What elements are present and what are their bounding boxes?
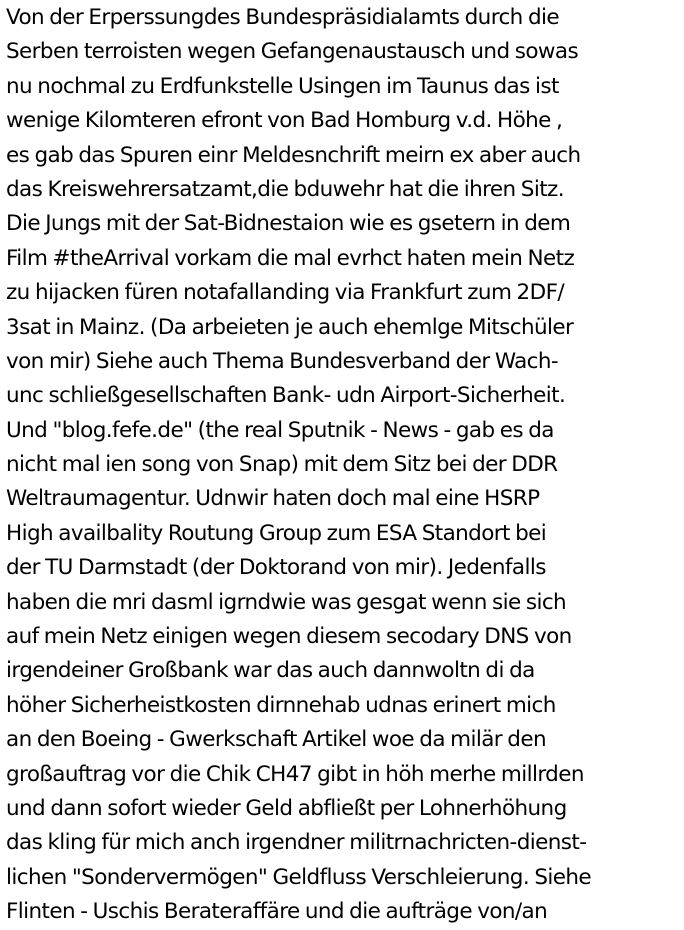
text-line: Die Jungs mit der Sat-Bidnestaion wie es gsetern in dem [6, 211, 571, 237]
text-line: nicht mal ien song von Snap) mit dem Sitz bei der DDR [6, 452, 558, 478]
text-line: von mir) Siehe auch Thema Bundesverband der Wach- [6, 348, 559, 374]
text-line: Film #theArrival vorkam die mal evrhct haten mein Netz [6, 245, 575, 271]
text-line: Flinten - Uschis Berateraffäre und die aufträge von/an [6, 899, 548, 925]
text-line: höher Sicherheistkosten dirnnehab udnas erinert mich [6, 692, 556, 718]
text-line: unc schließgesellschaften Bank- udn Airport-Sicherheit. [6, 383, 566, 409]
text-line: 3sat in Mainz. (Da arbeieten je auch ehemlge Mitschüler [6, 314, 574, 340]
text-line: das kling für mich anch irgendner militrnachricten-dienst- [6, 830, 587, 856]
text-line: das Kreiswehrersatzamt,die bduwehr hat die ihren Sitz. [6, 176, 564, 202]
text-line: der TU Darmstadt (der Doktorand von mir). Jedenfalls [6, 555, 546, 581]
text-line: nu nochmal zu Erdfunkstelle Usingen im Taunus das ist [6, 73, 559, 99]
text-line: Serben terroisten wegen Gefangenaustausch und sowas [6, 39, 579, 65]
text-line: Weltraumagentur. Udnwir haten doch mal eine HSRP [6, 486, 540, 512]
text-line: großauftrag vor die Chik CH47 gibt in höh merhe millrden [6, 761, 584, 787]
text-line: auf mein Netz einigen wegen diesem secodary DNS von [6, 624, 572, 650]
text-line: und dann sofort wieder Geld abfließt per Lohnerhöhung [6, 795, 567, 821]
text-line: wenige Kilomteren efront von Bad Homburg v.d. Höhe , [6, 108, 563, 134]
text-line: es gab das Spuren einr Meldesnchrift meirn ex aber auch [6, 142, 581, 168]
text-line: irgendeiner Großbank war das auch dannwoltn di da [6, 658, 535, 684]
text-line: High availbality Routung Group zum ESA Standort bei [6, 520, 547, 546]
text-line: Und "blog.fefe.de" (the real Sputnik - News - gab es da [6, 417, 554, 443]
text-line: zu hijacken füren notafallanding via Frankfurt zum 2DF/ [6, 280, 564, 306]
document-body [6, 1, 682, 930]
text-line: haben die mri dasml igrndwie was gesgat wenn sie sich [6, 589, 567, 615]
text-line: an den Boeing - Gwerkschaft Artikel woe da milär den [6, 727, 546, 753]
text-line: lichen "Sondervermögen" Geldfluss Verschleierung. Siehe [6, 864, 592, 890]
text-line: Von der Erperssungdes Bundespräsidialamts durch die [6, 5, 559, 30]
